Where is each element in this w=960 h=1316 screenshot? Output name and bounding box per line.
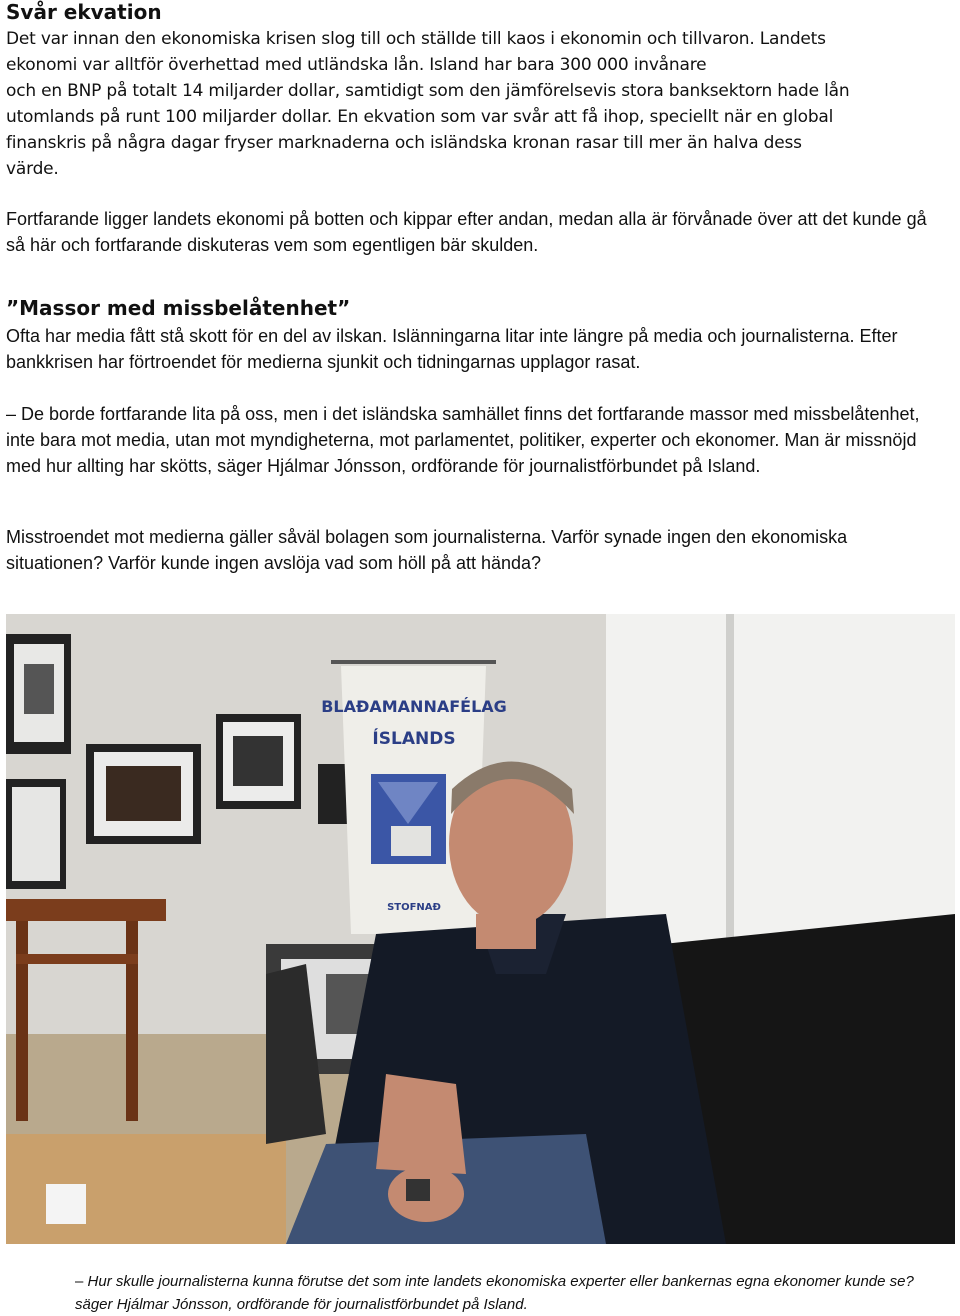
banner-text-line2: ÍSLANDS [372,729,456,749]
article-photo [6,614,955,1244]
paragraph-line: och en BNP på totalt 14 miljarder dollar, samtidigt som den jämförelsevis stora banksektorn hade lån [6,81,850,101]
banner-text-line1: BLAÐAMANNAFÉLAG [321,697,507,716]
paragraph-intro [6,26,936,182]
paragraph-line: ekonomi var alltför överhettad med utländska lån. Island har bara 300 000 invånare [6,55,707,75]
section-heading-massor: ”Massor med missbelåtenhet” [6,296,351,320]
mug [46,1184,86,1224]
paragraph-line: värde. [6,159,59,179]
window [606,614,955,944]
section-heading-svar-ekvation: Svår ekvation [6,0,162,24]
banner-text-line3: STOFNAÐ [387,902,441,913]
wristwatch [406,1179,430,1201]
paragraph-quote: – De borde fortfarande lita på oss, men i det isländska samhället finns det fortfarande massor med missbelåtenhet, inte bara mot media, utan mot myndigheterna, mot parlamentet, politiker, experter och ekonomer. Man är missnöjd med hur allting har skötts, säger Hjálmar Jónsson, ordförande för journalistförbundet på Island. [6,404,920,476]
photo-illustration [6,614,955,1244]
paragraph-economy: Fortfarande ligger landets ekonomi på botten och kippar efter andan, medan alla är förvånade över att det kunde gå så här och fortfarande diskuteras vem som egentligen bär skulden. [6,209,927,255]
paragraph-distrust: Misstroendet mot medierna gäller såväl bolagen som journalisterna. Varför synade ingen den ekonomiska situationen? Varför kunde ingen avslöja vad som höll på att hända? [6,527,848,573]
paragraph-line: finanskris på några dagar fryser marknaderna och isländska kronan rasar till mer än halva dess [6,133,802,153]
caption-text: Hur skulle journalisterna kunna förutse det som inte landets ekonomiska experter eller bankernas egna ekonomer kunde se? säger Hjálmar Jónsson, ordförande för journalistförbundet på Island. [75,1273,914,1313]
arm [376,1074,466,1174]
paragraph-line: Det var innan den ekonomiska krisen slog till och ställde till kaos i ekonomin och tillvaron. Landets [6,29,826,49]
paragraph-line: utomlands på runt 100 miljarder dollar. En ekvation som var svår att få ihop, speciellt när en global [6,107,834,127]
paragraph-media-trust: Ofta har media fått stå skott för en del av ilskan. Islänningarna litar inte längre på media och journalisterna. Efter bankkrisen har förtroendet för medierna sjunkit och tidningarnas upplagor rasat. [6,326,898,372]
chair [6,899,166,921]
caption-dash: – [75,1273,84,1290]
photo-caption [75,1270,935,1316]
